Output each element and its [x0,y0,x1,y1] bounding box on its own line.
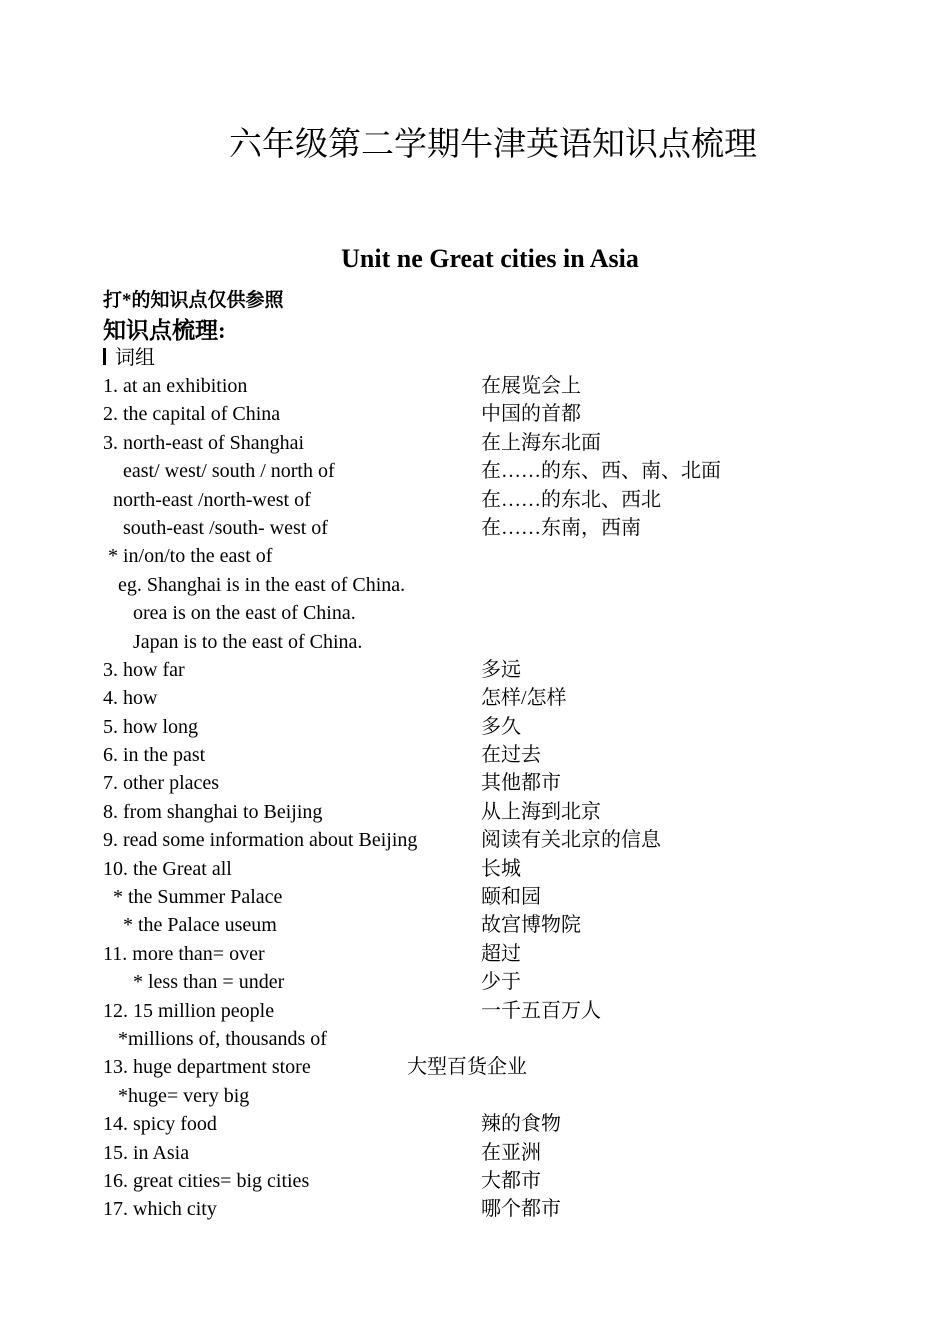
reference-note: 打*的知识点仅供参照 [103,290,284,311]
phrase-english: 12. 15 million people [103,999,275,1022]
phrase-chinese: 在……的东北、西北 [481,488,661,511]
phrase-row [103,514,903,542]
phrase-english: 17. which city [103,1198,217,1221]
phrase-english: * the Palace useum [103,914,277,937]
phrase-row [103,940,903,968]
phrase-chinese: 大都市 [481,1169,541,1192]
phrase-row [103,1053,903,1081]
phrase-chinese: 辣的食物 [481,1113,561,1136]
phrase-english: north-east /north-west of [103,488,311,511]
phrase-english: 11. more than= over [103,942,265,965]
phrase-chinese: 颐和园 [481,886,541,909]
phrase-chinese: 在上海东北面 [481,431,601,454]
document-title: 六年级第二学期牛津英语知识点梳理 [229,127,757,163]
phrase-chinese: 少于 [481,971,521,994]
phrase-row [103,798,903,826]
phrase-row [103,571,903,599]
phrase-row [103,599,903,627]
phrase-chinese: 在……东南，西南 [481,516,641,539]
phrase-english: 3. north-east of Shanghai [103,431,305,454]
phrase-chinese: 故宫博物院 [481,914,581,937]
phrase-english: 14. spicy food [103,1113,217,1136]
phrase-row [103,911,903,939]
phrase-row [103,741,903,769]
phrase-english: eg. Shanghai is in the east of China. [103,573,406,596]
phrase-row [103,656,903,684]
phrase-row [103,429,903,457]
phrase-english: 1. at an exhibition [103,375,248,397]
phrase-chinese: 在过去 [481,744,541,767]
phrase-chinese: 大型百货企业 [407,1056,527,1079]
bullet-bar-icon [103,348,106,365]
phrase-english: * in/on/to the east of [103,545,273,568]
phrase-english: 13. huge department store [103,1056,311,1079]
group-heading-label: 词组 [115,347,155,369]
phrase-list [103,372,903,1224]
phrase-row [103,1167,903,1195]
phrase-english: 2. the capital of China [103,403,281,426]
phrase-row [103,1082,903,1110]
phrase-chinese: 在展览会上 [481,375,581,397]
phrase-english: *millions of, thousands of [103,1027,327,1050]
phrase-english: 4. how [103,687,158,710]
phrase-english: 16. great cities= big cities [103,1169,310,1192]
phrase-english: 10. the Great all [103,857,232,880]
phrase-row [103,400,903,428]
phrase-row [103,372,903,400]
phrase-chinese: 其他都市 [481,772,561,795]
phrase-row [103,997,903,1025]
phrase-chinese: 一千五百万人 [481,999,601,1022]
phrase-chinese: 中国的首都 [481,403,581,426]
phrase-english: *huge= very big [103,1084,250,1107]
phrase-row [103,1139,903,1167]
phrase-row [103,1195,903,1223]
phrase-chinese: 从上海到北京 [481,800,601,823]
phrase-row [103,968,903,996]
phrase-row [103,855,903,883]
phrase-row [103,457,903,485]
phrase-english: south-east /south- west of [103,516,328,539]
phrase-chinese: 怎样/怎样 [481,687,567,710]
phrase-chinese: 阅读有关北京的信息 [481,829,661,852]
section-heading: 知识点梳理: [103,318,226,343]
phrase-row [103,769,903,797]
phrase-chinese: 多久 [481,715,521,738]
phrase-row [103,713,903,741]
phrase-row [103,542,903,570]
group-heading [103,344,155,372]
phrase-english: * the Summer Palace [103,886,283,909]
phrase-english: 7. other places [103,772,220,795]
phrase-row [103,883,903,911]
phrase-row [103,628,903,656]
phrase-chinese: 长城 [481,857,521,880]
phrase-row [103,684,903,712]
phrase-row [103,1110,903,1138]
phrase-chinese: 在……的东、西、南、北面 [481,460,721,483]
phrase-english: 9. read some information about Beijing [103,829,418,852]
phrase-row [103,826,903,854]
phrase-english: east/ west/ south / north of [103,460,335,483]
phrase-chinese: 在亚洲 [481,1141,541,1164]
phrase-chinese: 哪个都市 [481,1198,561,1221]
phrase-row [103,1025,903,1053]
phrase-english: 3. how far [103,658,185,681]
phrase-english: 15. in Asia [103,1141,190,1164]
phrase-english: orea is on the east of China. [103,602,356,625]
unit-title: Unit ne Great cities in Asia [341,244,639,273]
phrase-english: 6. in the past [103,744,206,767]
phrase-english: * less than = under [103,971,285,994]
phrase-english: 8. from shanghai to Beijing [103,800,323,823]
phrase-english: 5. how long [103,715,198,738]
phrase-chinese: 多远 [481,658,521,681]
phrase-english: Japan is to the east of China. [103,630,363,653]
phrase-chinese: 超过 [481,942,521,965]
phrase-row [103,486,903,514]
